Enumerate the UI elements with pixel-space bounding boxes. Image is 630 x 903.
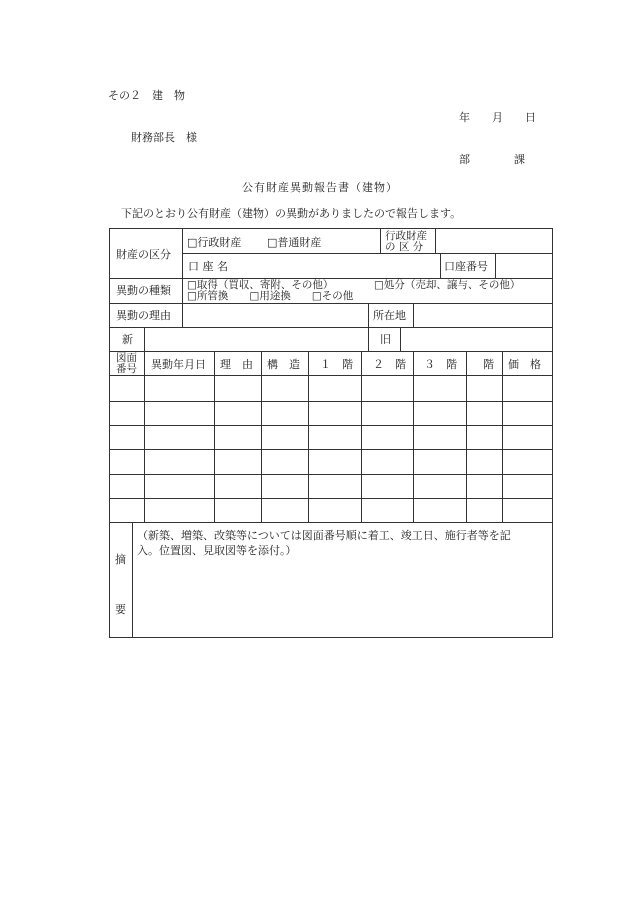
gyosei-kubun-label-1: 行政財産 — [385, 230, 427, 242]
option-futsu-zaisan[interactable]: □普通財産 — [267, 236, 322, 249]
report-form — [109, 228, 553, 638]
shozaichi-label: 所在地 — [373, 309, 406, 322]
col-reason: 理 由 — [220, 358, 253, 371]
section-heading: その２ 建 物 — [108, 89, 185, 102]
col-price: 価 格 — [508, 358, 541, 371]
department-line: 部 課 — [459, 153, 525, 166]
remarks-note-line-1: （新築、増築、改築等については図面番号順に着工、竣工日、施行者等を記 — [137, 529, 511, 542]
kubun-label: 財産の区分 — [116, 248, 171, 261]
option-gyosei-zaisan[interactable]: □行政財産 — [187, 236, 242, 249]
new-label: 新 — [122, 333, 133, 346]
intro-text: 下記のとおり公有財産（建物）の異動がありましたので報告します。 — [121, 207, 462, 220]
tekiyo-label-2: 要 — [115, 603, 126, 616]
shurui-label: 異動の種類 — [116, 284, 171, 297]
addressee: 財務部長 様 — [131, 131, 197, 144]
remarks-note-line-2: 入。位置図、見取図等を添付。） — [137, 544, 297, 557]
shurui-option-dispose[interactable]: □処分（売却、譲与、その他） — [374, 279, 521, 291]
gyosei-kubun-label-2: の 区 分 — [385, 241, 424, 253]
col-date: 異動年月日 — [151, 358, 206, 371]
col-1f: １ 階 — [320, 358, 353, 371]
col-kai: 階 — [483, 358, 494, 371]
col-kozo: 構 造 — [267, 358, 300, 371]
tekiyo-label-1: 摘 — [115, 553, 126, 566]
col-zumen-1: 図面 — [116, 352, 137, 364]
riyu-label: 異動の理由 — [116, 309, 171, 322]
date-line: 年 月 日 — [459, 111, 536, 124]
old-label: 旧 — [380, 333, 391, 346]
col-3f: ３ 階 — [424, 358, 457, 371]
col-zumen-2: 番号 — [116, 363, 137, 375]
shurui-option-other[interactable]: □所管換 □用途換 □その他 — [187, 290, 354, 302]
col-2f: ２ 階 — [373, 358, 406, 371]
shurui-option-acquire[interactable]: □取得（買収、寄附、その他） — [187, 279, 334, 291]
koza-number-label: 口座番号 — [444, 260, 488, 273]
document-title: 公有財産異動報告書（建物） — [242, 181, 398, 194]
koza-name-label: 口 座 名 — [188, 260, 228, 273]
